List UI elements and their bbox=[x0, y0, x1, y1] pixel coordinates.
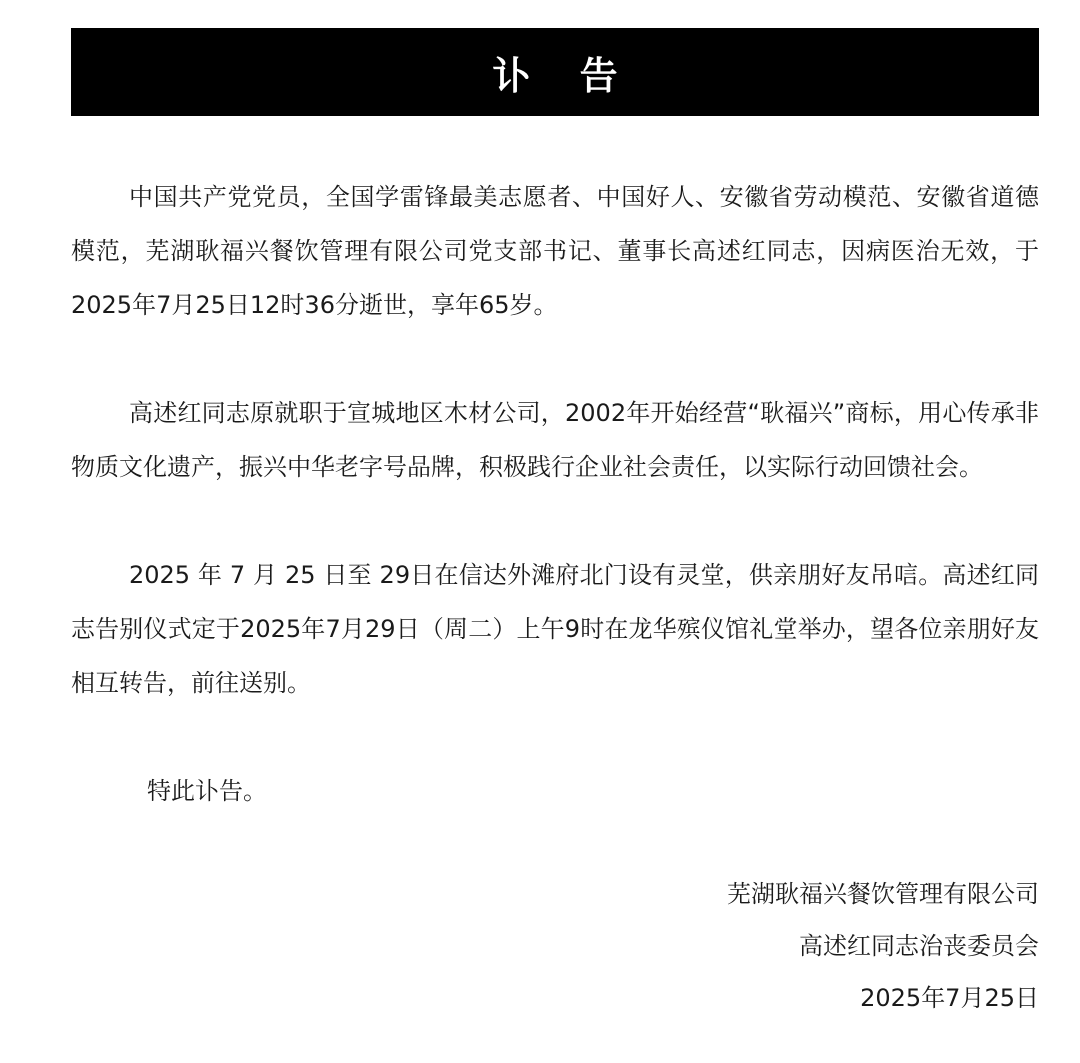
signature-date: 2025年7月25日 bbox=[860, 984, 1039, 1012]
signature-company: 芜湖耿福兴餐饮管理有限公司 bbox=[727, 880, 1039, 908]
title-banner bbox=[71, 28, 1039, 116]
obituary-notice bbox=[71, 28, 1039, 1024]
notice-body bbox=[71, 170, 1039, 818]
signature-block bbox=[71, 868, 1039, 1024]
signature-committee: 高述红同志治丧委员会 bbox=[799, 932, 1039, 960]
paragraph-funeral-arrangements: 2025 年 7 月 25 日至 29日在信达外滩府北门设有灵堂，供亲朋好友吊唁。高述红同志告别仪式定于2025年7月29日（周二）上午9时在龙华殡仪馆礼堂举办，望各位亲朋好友相互转告，前往送别。 bbox=[71, 561, 1039, 697]
paragraph-biography: 高述红同志原就职于宣城地区木材公司，2002年开始经营“耿福兴”商标，用心传承非物质文化遗产，振兴中华老字号品牌，积极践行企业社会责任，以实际行动回馈社会。 bbox=[71, 399, 1039, 481]
paragraph-closing: 特此讣告。 bbox=[147, 777, 267, 805]
notice-title: 讣 告 bbox=[492, 53, 636, 98]
paragraph-announcement: 中国共产党党员，全国学雷锋最美志愿者、中国好人、安徽省劳动模范、安徽省道德模范，芜湖耿福兴餐饮管理有限公司党支部书记、董事长高述红同志，因病医治无效，于2025年7月25日12时36分逝世，享年65岁。 bbox=[71, 183, 1039, 319]
